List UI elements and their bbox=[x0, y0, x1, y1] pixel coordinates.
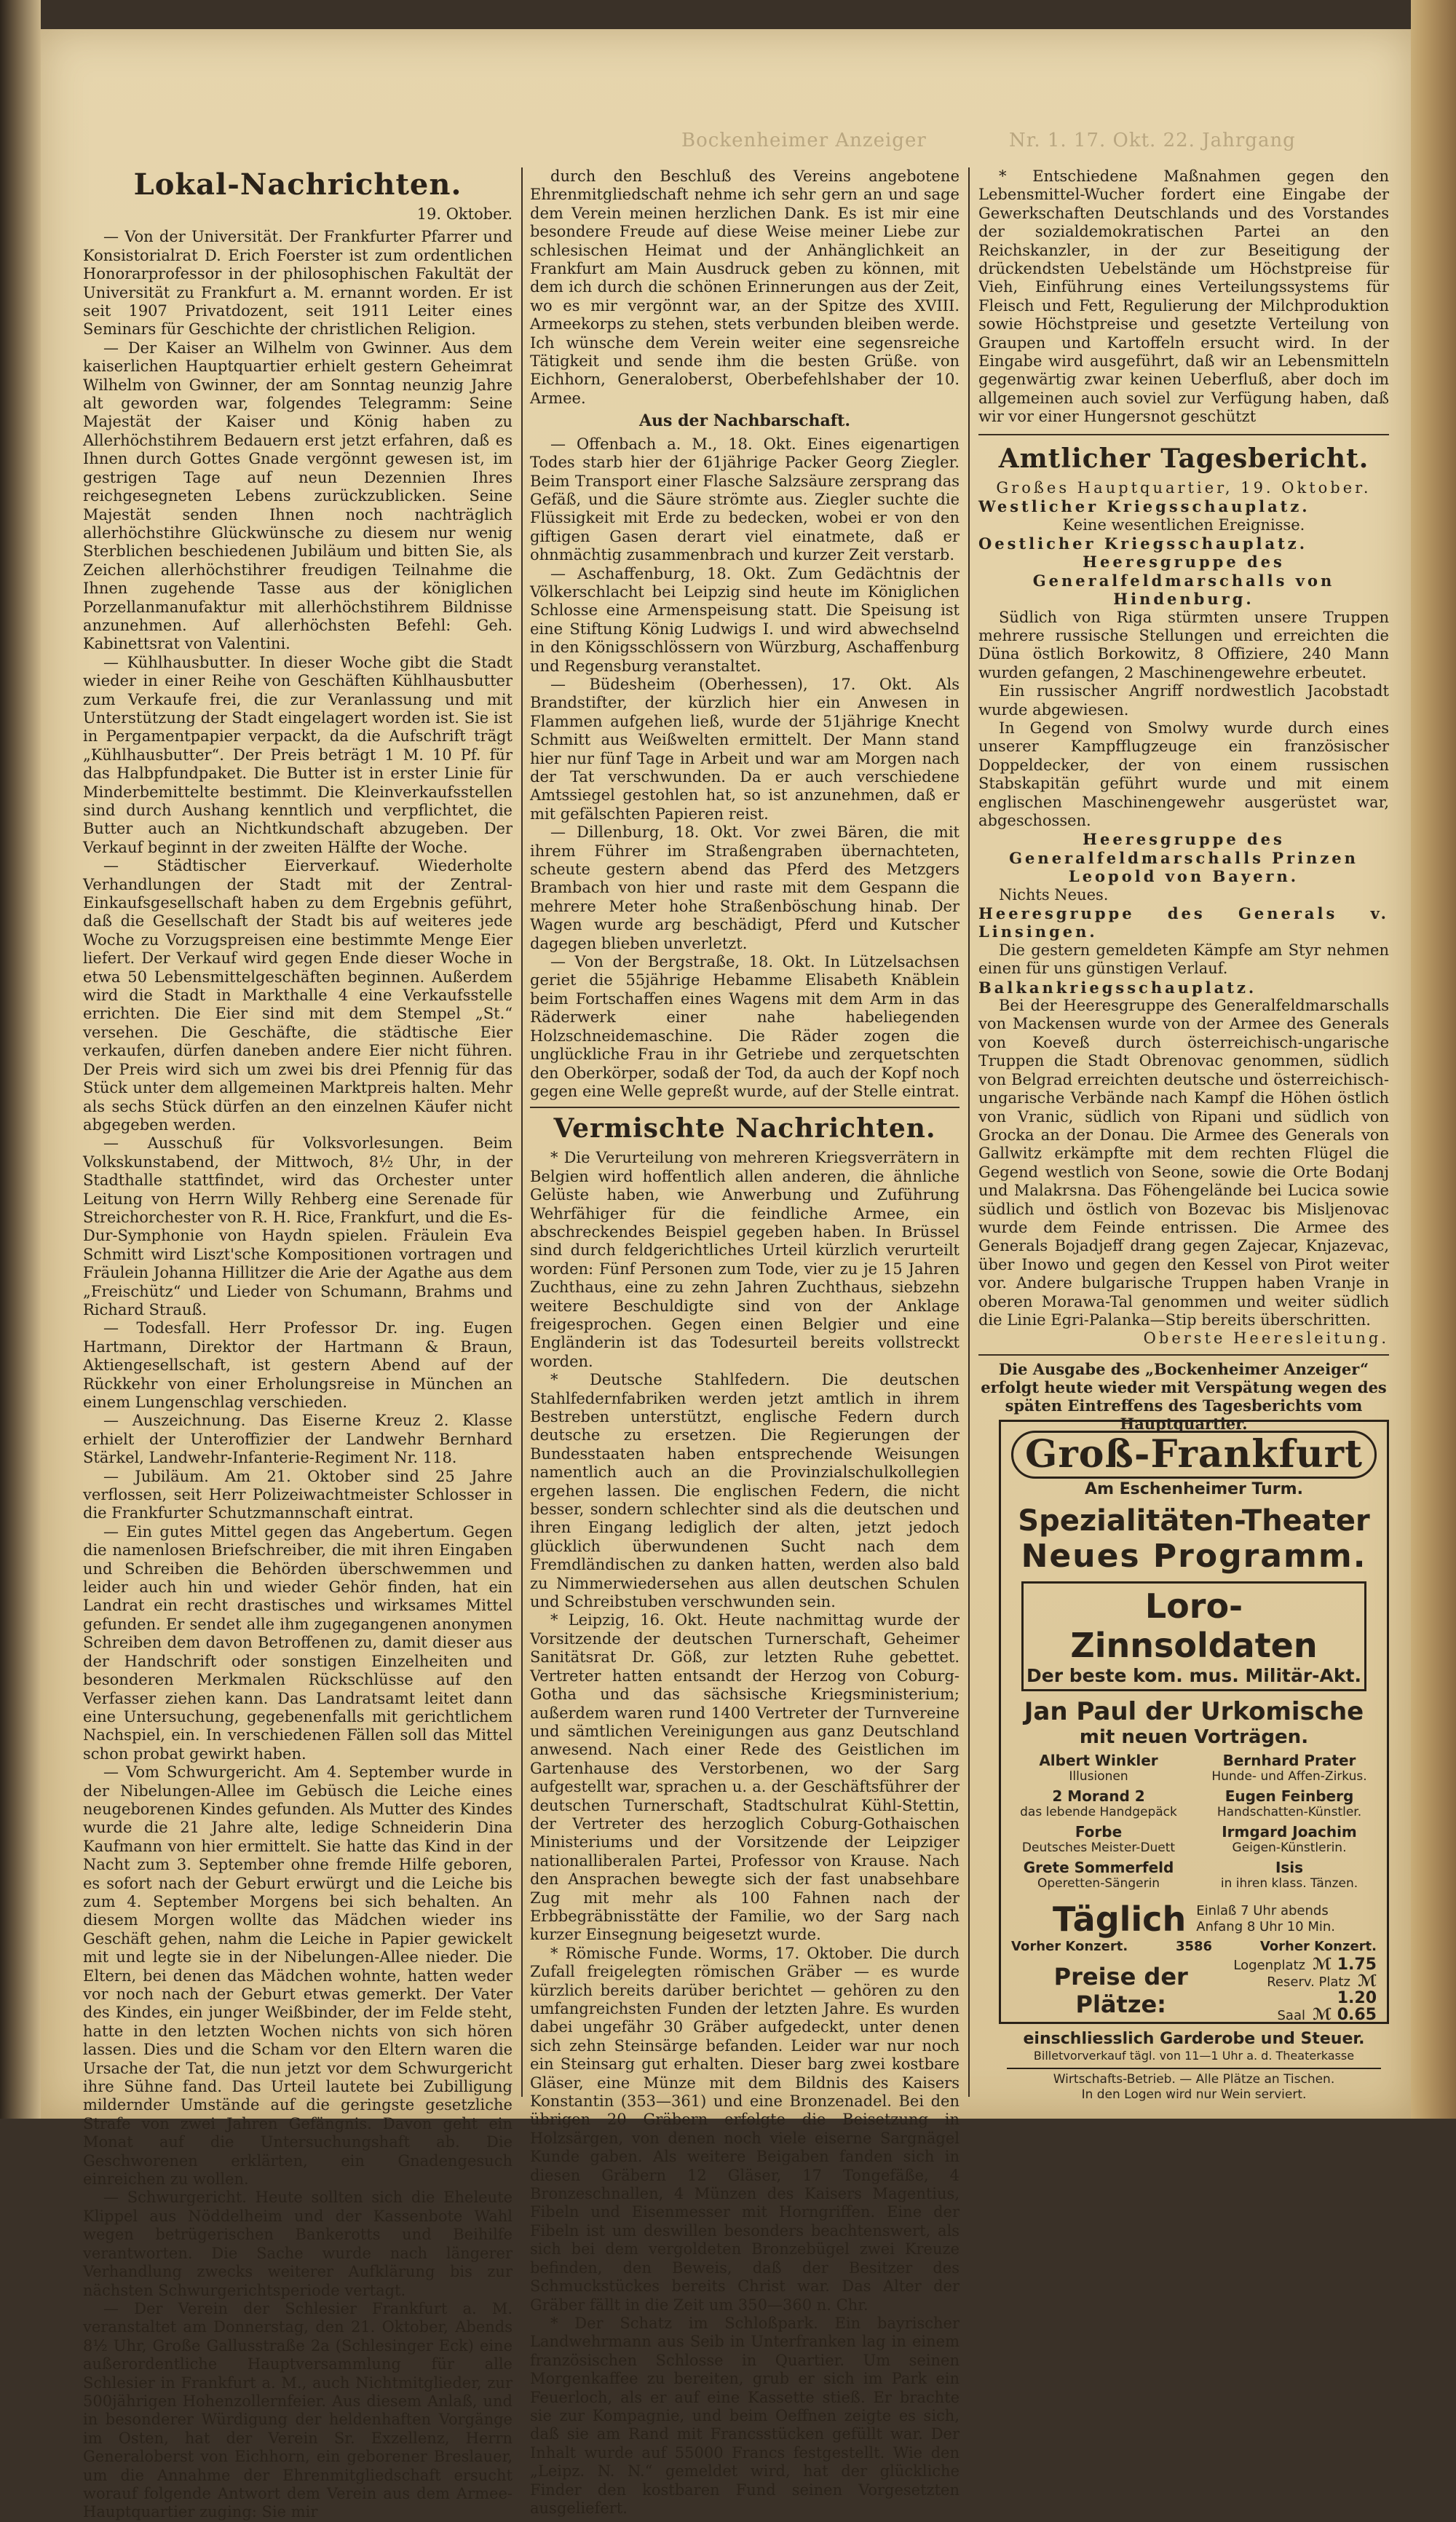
ad-jan: Jan Paul der Urkomische bbox=[1024, 1697, 1364, 1726]
nachbarschaft-paragraph: — Aschaffenburg, 18. Okt. Zum Gedächtnis der Völkerschlacht bei Leipzig sind heute im Königlichen Schlosse eine Armenspeisung statt. Die Speisung ist eine Stiftung König Ludwigs I. und wird abwechselnd in den Königsschlössern von Würzburg, Aschaffenburg und Regensburg veranstaltet. bbox=[530, 564, 960, 675]
lokal-date: 19. Oktober. bbox=[416, 205, 513, 223]
ad-footer-2: In den Logen wird nur Wein serviert. bbox=[1081, 2087, 1307, 2102]
linsingen-text: Die gestern gemeldeten Kämpfe am Styr nehmen einen für uns günstigen Verlauf. bbox=[978, 941, 1389, 978]
ad-einlass: Einlaß 7 Uhr abends bbox=[1196, 1903, 1329, 1918]
balkan-text: Bei der Heeresgruppe des Generalfeldmarschalls von Mackensen wurde von der Armee des Generals von Koeveß durch österreichisch-ungarische Truppen die Stadt Obrenovac genommen, südlich von Belgrad erreichten deutsche und österreichisch-ungarische Verbände nach Kampf die Höhen östlich von Vranic, südlich von Ripani und südlich von Grocka an der Donau. Die Armee des Generals von Gallwitz erkämpfte mit dem rechten Flügel die Gegend westlich von Seone, sowie die Orte Bodanj und Malakrsna. Das Föhengelände bei Lucica sowie südlich und östlich von Bozevac bis Misljenovac wurde dem Feinde entrissen. Die Armee des Generals Bojadjeff drang gegen Zajecar, Knjazevac, über Inowo und gegen den Kessel von Pirot weiter vor. Andere bulgarische Truppen haben Vranje in oberen Morawa-Tal genommen und weiter südlich die Linie Egri-Palanka—Stip bereits überschritten. bbox=[978, 997, 1389, 1329]
lokal-paragraph: — Todesfall. Herr Professor Dr. ing. Eugen Hartmann, Direktor der Hartmann & Braun, Aktiengesellschaft, ist gestern Abend auf der Rückkehr von einer Erholungsreise in München an einem Lungenschlag verschieden. bbox=[83, 1319, 513, 1411]
ad-loro-box bbox=[1021, 1581, 1366, 1691]
ad-act bbox=[1198, 1859, 1381, 1891]
ad-prices-label: Preise der Plätze: bbox=[1053, 1963, 1188, 2018]
ad-price-label: Saal bbox=[1277, 2008, 1305, 2023]
ad-act bbox=[1007, 1752, 1190, 1784]
ad-price-label: Reserv. Platz bbox=[1267, 1974, 1350, 1990]
lebensmittel-paragraph: * Entschiedene Maßnahmen gegen den Lebensmittel-Wucher fordert eine Eingabe der Gewerkschaften Deutschlands und des Vorstandes der sozialdemokratischen Partei an den Reichskanzler, in der zur Beseitigung der drückendsten Uebelstände um Höchstpreise für Vieh, Einführung eines Verteilungssystems für Fleisch und Fett, Regulierung der Milchproduktion sowie Höchstpreise und gesetzte Verteilung von Graupen und Kartoffeln ersucht wird. In der Eingabe wird ausgeführt, daß wir an Lebensmitteln gegenwärtig zwar keinen Ueberfluß, aber doch im allgemeinen auch soviel zur Verfügung haben, daß wir vor einer Hungersnot geschützt bbox=[978, 167, 1389, 426]
ad-program: Neues Programm. bbox=[1021, 1538, 1367, 1575]
ad-act-desc: Deutsches Meister-Duett bbox=[1021, 1841, 1176, 1855]
ad-title: Groß-Frankfurt bbox=[1011, 1431, 1377, 1479]
ad-act bbox=[1007, 1824, 1190, 1855]
column-lokal bbox=[83, 167, 513, 2521]
linsingen-title: Heeresgruppe des Generals v. Linsingen. bbox=[978, 904, 1389, 941]
hindenburg-text bbox=[978, 609, 1389, 831]
ad-garderobe: einschliesslich Garderobe und Steuer. bbox=[1023, 2030, 1365, 2048]
hindenburg-paragraph: In Gegend von Smolwy wurde durch eines unserer Kampfflugzeuge ein französischer Doppeldecker, der von einem russischen Stabskapitän geführt wurde und mit einem englischen Maschinengewehr ausgerüstet war, abgeschossen. bbox=[978, 719, 1389, 829]
lokal-paragraph: — Jubiläum. Am 21. Oktober sind 25 Jahre verflossen, seit Herr Polizeiwachtmeister Schlosser in die Frankfurter Schutzmannschaft eintrat. bbox=[83, 1467, 513, 1522]
ad-act-name: Eugen Feinberg bbox=[1224, 1787, 1354, 1805]
col2-continued-text bbox=[530, 167, 960, 408]
newspaper-page bbox=[41, 29, 1411, 2521]
ad-phone: 3586 bbox=[1175, 1939, 1213, 1954]
ad-act-name: Albert Winkler bbox=[1039, 1752, 1158, 1769]
hindenburg-paragraph: Ein russischer Angriff nordwestlich Jacobstadt wurde abgewiesen. bbox=[978, 682, 1389, 719]
ad-price-row bbox=[1230, 1974, 1377, 2007]
ad-price-value: ℳ 0.65 bbox=[1313, 2006, 1377, 2024]
ad-konzert-left: Vorher Konzert. bbox=[1011, 1939, 1128, 1954]
vermischte-paragraph: * Deutsche Stahlfedern. Die deutschen Stahlfedernfabriken werden jetzt amtlich in ihrem Bestreben unterstützt, englische Federn durch deutsche zu ersetzen. Die Regierungen der Bundesstaaten haben entsprechende Weisungen namentlich auch an die Provinzialschulkollegien ergehen lassen. Die englischen Federn, die nicht besser, sondern schlechter sind als die deutschen und ihren Eingang lediglich der alten, jetzt jedoch glücklich überwundenen Sucht nach dem Fremdländischen zu danken hatten, werden also bald zu Nimmerwiedersehen aus allen deutschen Schulen und Schreibstuben verschwunden sein. bbox=[530, 1371, 960, 1611]
vermischte-paragraph: * Leipzig, 16. Okt. Heute nachmittag wurde der Vorsitzende der deutschen Turnerschaft, Geheimer Sanitätsrat Dr. Göß, zur letzten Ruhe gebettet. Vertreter hatten entsandt der Herzog von Coburg-Gotha und das sächsische Kriegsministerium; außerdem waren rund 1400 Vertreter der Turnvereine und sämtlichen Vereinigungen aus ganz Deutschland anwesend. Nach einer Rede des Geistlichen im Gartenhause des Verstorbenen, wo der Sarg aufgestellt war, sprachen u. a. der Geschäftsführer der deutschen Turnerschaft, Stadtschulrat Kühl-Stettin, der Vertreter des herzoglich Coburg-Gothaischen Ministeriums und der Vorsitzende der Leipziger nationalliberalen Partei, Professor von Krause. Nach den Ansprachen bewegte sich der fast unabsehbare Zug mit mehr als 100 Fahnen nach der Erbbegräbnisstätte der Familie, wo der Sarg nach kurzer Einsegnung beigesetzt wurde. bbox=[530, 1611, 960, 1944]
faint-masthead-center: Bockenheimer Anzeiger bbox=[681, 130, 927, 151]
ad-acts-grid bbox=[1007, 1752, 1381, 1895]
ad-theater: Spezialitäten-Theater bbox=[1018, 1504, 1370, 1538]
column-rule-1 bbox=[521, 167, 523, 2097]
lokal-paragraph: — Von der Universität. Der Frankfurter Pfarrer und Konsistorialrat D. Erich Foerster ist zum ordentlichen Honorarprofessor in der philosophischen Fakultät der Universität zu Frankfurt a. M. ernannt worden. Er ist seit 1907 Privatdozent, seit 1911 Leiter eines Seminars für Geschichte der christlichen Religion. bbox=[83, 228, 513, 339]
ad-price-row bbox=[1230, 1957, 1377, 1974]
lokal-paragraph: — Der Kaiser an Wilhelm von Gwinner. Aus dem kaiserlichen Hauptquartier erhielt gestern Geheimrat Wilhelm von Gwinner, der am Sonntag neunzig Jahre alt geworden war, folgendes Telegramm: Seine Majestät der Kaiser und König haben zu Allerhöchstihrem Bedauern erst jetzt erfahren, daß es Ihnen durch Gottes Gnade vergönnt gewesen ist, im gestrigen Tage auf neun Dezennien Ihres reichgesegneten Lebens zurückzublicken. Seine Majestät senden Ihnen noch nachträglich allerhöchstihre Glückwünsche zu diesem nur wenig Sterblichen beschiedenen Jubiläum und bitten Sie, als Zeichen allerhöchstihrer freudigen Teilnahme die Ihnen zugehende Tasse aus der königlichen Porzellanmanufaktur mit allerhöchstihrem Bildnisse anzunehmen. Auf allerhöchsten Befehl: Geh. Kabinettsrat von Valentini. bbox=[83, 339, 513, 653]
nachbarschaft-paragraph: — Büdesheim (Oberhessen), 17. Okt. Als Brandstifter, der kürzlich hier ein Anwesen in Flammen aufgehen ließ, wurde der 51jährige Knecht Schmitt aus Weißwelten ermittelt. Der Mann stand hier nur fünf Tage in Arbeit und war am Morgen nach der Tat verschwunden. Da er auch verschiedene Amtssiegel gestohlen hat, so ist anzunehmen, daß er mit gefälschten Papieren reist. bbox=[530, 675, 960, 823]
vermischte-heading: Vermischte Nachrichten. bbox=[553, 1113, 936, 1145]
ad-act-desc: in ihren klass. Tänzen. bbox=[1220, 1876, 1358, 1891]
column-rule-2 bbox=[968, 167, 970, 2097]
delay-notice: Die Ausgabe des „Bockenheimer Anzeiger“ erfolgt heute wieder mit Verspätung wegen des späten Eintreffens des Tagesberichts vom Hauptquartier. bbox=[981, 1359, 1387, 1433]
ad-anfang: Anfang 8 Uhr 10 Min. bbox=[1196, 1919, 1336, 1934]
ad-price-value: ℳ 1.20 bbox=[1337, 1972, 1377, 2007]
lokal-paragraph: — Schwurgericht. Heute sollten sich die Eheleute Klippel aus Nöddelheim und der Kassenbote Wahl wegen betrügerischen Bankerotts und Beihilfe verantworten. Die Sache wurde nach längerer Verhandlung zwecks weiterer Aufklärung bis zur nächsten Schwurgerichtsperiode vertagt. bbox=[83, 2189, 513, 2299]
col3-rule-notice bbox=[978, 1354, 1389, 1356]
ad-footer-1: Wirtschafts-Betrieb. — Alle Plätze an Tischen. bbox=[1053, 2072, 1335, 2087]
ad-act-name: Isis bbox=[1275, 1859, 1304, 1876]
book-spine-left bbox=[0, 0, 41, 2119]
leopold-text: Nichts Neues. bbox=[999, 885, 1109, 904]
east-title: Oestlicher Kriegsschauplatz. bbox=[978, 534, 1308, 553]
ad-act-desc: das lebende Handgepäck bbox=[1020, 1805, 1177, 1819]
ad-act-desc: Illusionen bbox=[1069, 1769, 1128, 1784]
ad-act-desc: Operetten-Sängerin bbox=[1037, 1876, 1160, 1891]
column-tagesbericht bbox=[978, 167, 1389, 1433]
ad-act bbox=[1198, 1752, 1381, 1784]
nachbarschaft-paragraph: — Dillenburg, 18. Okt. Vor zwei Bären, die mit ihrem Führer im Straßengraben übernachteten, scheute gestern abend das Pferd des Metzgers Brambach von hier und raste mit dem Gespann die mehrere Meter hohe Straßenböschung hinab. Der Wagen wurde arg beschädigt, Pferd und Kutscher dagegen blieben unverletzt. bbox=[530, 823, 960, 952]
ad-loro-sub: Der beste kom. mus. Militär-Akt. bbox=[1026, 1665, 1361, 1686]
hindenburg-title: Heeresgruppe des Generalfeldmarschalls von Hindenburg. bbox=[1032, 553, 1335, 609]
nachbarschaft-body bbox=[530, 435, 960, 1102]
column-nachbarschaft bbox=[530, 167, 960, 2517]
ad-act-desc: Handschatten-Künstler. bbox=[1216, 1805, 1362, 1819]
faint-masthead-right: Nr. 1. 17. Okt. 22. Jahrgang bbox=[1009, 130, 1296, 151]
nachbarschaft-paragraph: — Offenbach a. M., 18. Okt. Eines eigenartigen Todes starb hier der 61jährige Packer Georg Ziegler. Beim Transport einer Flasche Salzsäure zersprang das Gefäß, und die Säure strömte aus. Ziegler suchte die Flüssigkeit mit Erde zu bedecken, wobei er von den giftigen Gasen derart viel einatmete, daß er ohnmächtig zusammenbrach und kurzer Zeit verstarb. bbox=[530, 435, 960, 564]
vermischte-paragraph: * Der Schatz im Schloßpark. Ein bayrischer Landwehrmann aus Seib in Unterfranken lag in einem französischen Schlosse in Quartier. Um seinen Morgenkaffee zu bereiten, grub er sich im Park ein Feuerloch, als er auf eine Kassette stieß. Er brachte sie zur Kompagnie, und beim Oeffnen zeigte es sich, daß sie am Rand mit Francsstücken gefüllt war. Der Inhalt wurde auf 55000 Francs festgestellt. Wie den „Leipz. N. N.“ gemeldet wird, hat der glückliche Finder den kostbaren Fund seinen Vorgesetzten ausgeliefert. bbox=[530, 2314, 960, 2517]
continued-paragraph: durch den Beschluß des Vereins angebotene Ehrenmitgliedschaft nehme ich sehr gern an und sage dem Verein meinen herzlichen Dank. Es ist mir eine besondere Freude auf diese Weise meiner Liebe zur schlesischen Heimat und der Anhänglichkeit an Frankfurt am Main Ausdruck geben zu können, mit dem ich durch die schönen Erinnerungen aus der Zeit, wo es mir vergönnt war, an der Spitze des XVIII. Armeekorps zu stehen, stets verbunden bleiben werde. Ich wünsche dem Verein weiter eine segensreiche Tätigkeit und sende ihm die besten Grüße. von Eichhorn, Generaloberst, Oberbefehlshaber der 10. Armee. bbox=[530, 167, 960, 407]
nachbarschaft-heading: Aus der Nachbarschaft. bbox=[638, 411, 851, 431]
col2-rule bbox=[530, 1107, 960, 1108]
west-text: Keine wesentlichen Ereignisse. bbox=[1062, 515, 1305, 534]
vermischte-paragraph: * Die Verurteilung von mehreren Kriegsverrätern in Belgien wird hoffentlich allen anderen, die ähnliche Gelüste haben, wie Anwerbung und Zuführung Wehrfähiger für die feindliche Armee, ein abschreckendes Beispiel gegeben haben. In Brüssel sind durch feldgerichtliches Urteil kürzlich verurteilt worden: Fünf Personen zum Tode, vier zu je 15 Jahren Zuchthaus, eine zu zehn Jahren Zuchthaus, siebzehn weitere Beschuldigte sind von der Anklage freigesprochen. Gegen einen Belgier und eine Engländerin ist das Todesurteil bereits vollstreckt worden. bbox=[530, 1149, 960, 1370]
balkan-title: Balkankriegsschauplatz. bbox=[978, 978, 1257, 997]
lokal-paragraph: — Städtischer Eierverkauf. Wiederholte Verhandlungen der Stadt mit der Zentral-Einkaufsgesellschaft haben zu dem Ergebnis geführt, daß die Gesellschaft der Stadt bis auf weiteres jede Woche zu Vorzugspreisen eine bestimmte Menge Eier liefert. Der Verkauf wird gegen Ende dieser Woche in etwa 50 Lebensmittelgeschäften beginnen. Außerdem wird die Stadt in Markthalle 4 eine Verkaufsstelle errichten. Die Eier sind mit dem Stempel „St.“ versehen. Die Geschäfte, die städtische Eier verkaufen, dürfen daneben andere Eier nicht führen. Der Preis wird sich um zwei bis drei Pfennig für das Stück unter dem allgemeinen Marktpreis halten. Mehr als sechs Stück dürfen an den einzelnen Käufer nicht abgegeben werden. bbox=[83, 857, 513, 1134]
lokal-body bbox=[83, 228, 513, 2521]
ad-act-desc: Hunde- und Affen-Zirkus. bbox=[1211, 1769, 1367, 1784]
ad-act-name: Bernhard Prater bbox=[1222, 1752, 1356, 1769]
vermischte-paragraph: * Römische Funde. Worms, 17. Oktober. Die durch Zufall freigelegten römischen Gräber — es wurde kürzlich bereits darüber berichtet — gehören zu den umfangreichsten Funden der letzten Jahre. Es wurden dabei ungefähr 30 Gräber aufgedeckt, unter denen sich zehn Steinsärge befanden. Leider war nur noch ein Steinsarg gut erhalten. Dieser barg zwei kostbare Gläser, eine Münze mit dem Bildnis des Kaisers Konstantin (353—361) und eine Bronzenadel. Bei den übrigen 20 Gräbern erfolgte die Beisetzung in Holzsärgen, von denen noch viele eiserne Sargnägel Kunde gaben. Als weitere Beigaben fanden sich in diesen Gräbern 12 Gläser, 17 Tongefäße, 4 Bronzeschnallen, 4 Münzen des Kaisers Magentius, Fibeln und Eisenmesser mit Horngriffen. Eine der Fibeln ist um deswillen besonders beachtenswert, als sich bei dem vergoldeten Bronzebügel zwei Kreuze befinden, den Beweis, daß der Besitzer des Schmuckstückes bereits Christ war. Das Alter der Gräber fällt in die Zeit um 350—360 n. Chr. bbox=[530, 1944, 960, 2314]
ad-act-name: Forbe bbox=[1075, 1823, 1123, 1841]
ad-act-name: 2 Morand 2 bbox=[1052, 1787, 1145, 1805]
ad-vorverkauf: Billetvorverkauf tägl. von 11—1 Uhr a. d. Theaterkasse bbox=[1033, 2049, 1355, 2063]
ad-act bbox=[1198, 1788, 1381, 1819]
ad-act bbox=[1198, 1824, 1381, 1855]
lokal-paragraph: — Ein gutes Mittel gegen das Angebertum. Gegen die namenlosen Briefschreiber, die mit ihren Eingaben und Schreiben die Behörden überschwemmen und leider auch hin und wieder Gehör finden, hat ein Landrat ein recht drastisches und wirksames Mittel gefunden. Er sendet alle ihm zugegangenen anonymen Schreiben dem davon Betroffenen zu, damit dieser aus der Handschrift oder sonstigen Einzelheiten und besonderen Merkmalen Rückschlüsse auf den Verfasser ziehen kann. Das Landratsamt leitet dann eine Untersuchung, gegebenenfalls mit gerichtlichem Nachspiel, ein. In verschiedenen Fällen soll das Mittel schon probat gewirkt haben. bbox=[83, 1522, 513, 1763]
leopold-title: Heeresgruppe des Generalfeldmarschalls Prinzen Leopold von Bayern. bbox=[1009, 830, 1358, 886]
book-edge-right bbox=[1411, 0, 1456, 2119]
west-title: Westlicher Kriegsschauplatz. bbox=[978, 497, 1310, 516]
ad-act bbox=[1007, 1788, 1190, 1819]
lokal-paragraph: — Kühlhausbutter. In dieser Woche gibt die Stadt wieder in einer Reihe von Geschäften Kühlhausbutter zum Verkaufe frei, die zur Veranlassung und mit Unterstützung der Stadt eingelagert worden ist. Sie ist in Pergamentpapier verpackt, da die Aufschrift trägt „Kühlhausbutter“. Der Preis beträgt 1 M. 10 Pf. für das Halbpfundpaket. Die Butter ist in erster Linie für Minderbemittelte bestimmt. Die Kleinverkaufsstellen sind durch Aushang kenntlich und verpflichtet, die Butter auch an Nichtkundschaft abzugeben. Der Verkauf beginnt in der zweiten Hälfte der Woche. bbox=[83, 653, 513, 856]
ad-price-list bbox=[1230, 1957, 1377, 2024]
ad-prices bbox=[1007, 1957, 1381, 2024]
ad-act-name: Grete Sommerfeld bbox=[1023, 1859, 1174, 1876]
ad-times bbox=[1196, 1903, 1335, 1935]
ad-loro: Loro-Zinnsoldaten bbox=[1070, 1586, 1318, 1665]
ad-act-desc: Geigen-Künstlerin. bbox=[1232, 1841, 1347, 1855]
lokal-paragraph: — Vom Schwurgericht. Am 4. September wurde in der Nibelungen-Allee im Gebüsch die Leiche eines neugeborenen Kindes gefunden. Als Mutter des Kindes wurde die 21 Jahre alte, ledige Schneiderin Dina Kaufmann von hier ermittelt. Sie hatte das Kind in der Nacht zum 3. September ohne fremde Hilfe geboren, es sofort nach der Geburt erwürgt und die Leiche bis zum 4. September Morgens bei sich behalten. An diesem Morgen wollte das Mädchen wieder ins Geschäft gehen, nahm die Leiche in Papier gewickelt mit und legte sie in der Nibelungen-Allee nieder. Die Eltern, bei denen das Mädchen wohnte, hatten weder vor noch nach der Geburt etwas gemerkt. Der Vater des Kindes, ein junger Weißbinder, der im Felde steht, hatte in den letzten Wochen nichts von sich hören lassen. Dies und die Scham vor den Eltern waren die Ursache der Tat, die nun jetzt vor dem Schwurgericht ihre Sühne fand. Das Urteil lautete bei Zubilligung mildernder Umstände auf die geringste gesetzliche Strafe von zwei Jahren Gefängnis. Davon geht ein Monat auf die Untersuchungshaft ab. Die Geschworenen erklärten, ein Gnadengesuch einreichen zu wollen. bbox=[83, 1763, 513, 2189]
ad-jan-sub: mit neuen Vorträgen. bbox=[1079, 1726, 1309, 1748]
ad-footer bbox=[1007, 2068, 1381, 2103]
hindenburg-paragraph: Südlich von Riga stürmten unsere Truppen mehrere russische Stellungen und erreichten die Düna östlich Borkowitz, 8 Offiziere, 240 Mann wurden gefangen, 2 Maschinengewehre erbeutet. bbox=[978, 608, 1389, 681]
lokal-paragraph: — Der Verein der Schlesier Frankfurt a. M. veranstaltet am Donnerstag, den 21. Oktober, Abends 8½ Uhr, Große Gallusstraße 2a (Schlesinger Eck) eine außerordentliche Hauptversammlung für alle Schlesier in Frankfurt a. M., auch Nichtmitglieder, zur 500jährigen Hohenzollernfeier. Aus diesem Anlaß, und in besonderer Würdigung der heldenhaften Vorgänge im Osten, hat der Verein Sr. Exzellenz, Herrn Generaloberst von Eichhorn, ein geborener Breslauer, um die Annahme der Ehrenmitgliedschaft ersucht worauf folgende Antwort dem Verein aus dem Armee-Hauptquartier zuging: Sie mir bbox=[83, 2299, 513, 2521]
advertisement-gross-frankfurt bbox=[999, 1420, 1389, 2102]
ad-konzert-right: Vorher Konzert. bbox=[1259, 1939, 1377, 1954]
ad-daily bbox=[1007, 1900, 1381, 1939]
oberste-heeresleitung: Oberste Heeresleitung. bbox=[1143, 1329, 1389, 1348]
lokal-paragraph: — Auszeichnung. Das Eiserne Kreuz 2. Klasse erhielt der Unteroffizier der Landwehr Bernhard Stärkel, Landwehr-Infanterie-Regiment Nr. 118. bbox=[83, 1412, 513, 1467]
vermischte-body bbox=[530, 1149, 960, 2518]
ad-act-name: Irmgard Joachim bbox=[1222, 1823, 1357, 1841]
hauptquartier-line: Großes Hauptquartier, 19. Oktober. bbox=[996, 478, 1372, 497]
ad-location: Am Eschenheimer Turm. bbox=[1085, 1480, 1303, 1498]
col3-rule-top bbox=[978, 434, 1389, 435]
lokal-heading: Lokal-Nachrichten. bbox=[133, 167, 462, 202]
lokal-paragraph: — Ausschuß für Volksvorlesungen. Beim Volkskunstabend, der Mittwoch, 8½ Uhr, in der Stadthalle stattfindet, wird das Orchester unter Leitung von Herrn Willy Rehberg eine Serenade für Streichorchester von R. H. Rice, Frankfurt, und die Es-Dur-Symphonie von Haydn spielen. Fräulein Eva Schmitt wird Liszt'sche Kompositionen vortragen und Fräulein Johanna Hillitzer die Arie der Agathe aus dem „Freischütz“ und Lieder von Schumann, Brahms und Richard Strauß. bbox=[83, 1134, 513, 1319]
ad-price-label: Logenplatz bbox=[1233, 1958, 1305, 1973]
ad-price-value: ℳ 1.75 bbox=[1313, 1956, 1377, 1974]
ad-taeglich: Täglich bbox=[1052, 1900, 1187, 1939]
nachbarschaft-paragraph: — Von der Bergstraße, 18. Okt. In Lützelsachsen geriet die 55jährige Hebamme Elisabeth Knäblein beim Fortschaffen eines Wagens mit dem Arm in das Räderwerk einer nahe habeliegenden Holzschneidemaschine. Die Räder zogen die unglückliche Frau in ihr Getriebe und zerquetschten den Oberkörper, sodaß der Tod, da auch der Kopf noch gegen eine Welle gepreßt wurde, auf der Stelle eintrat. bbox=[530, 953, 960, 1100]
ad-act bbox=[1007, 1859, 1190, 1891]
tagesbericht-heading: Amtlicher Tagesbericht. bbox=[998, 443, 1369, 474]
ad-price-row bbox=[1230, 2007, 1377, 2024]
ad-konzert-row bbox=[1007, 1939, 1381, 1954]
